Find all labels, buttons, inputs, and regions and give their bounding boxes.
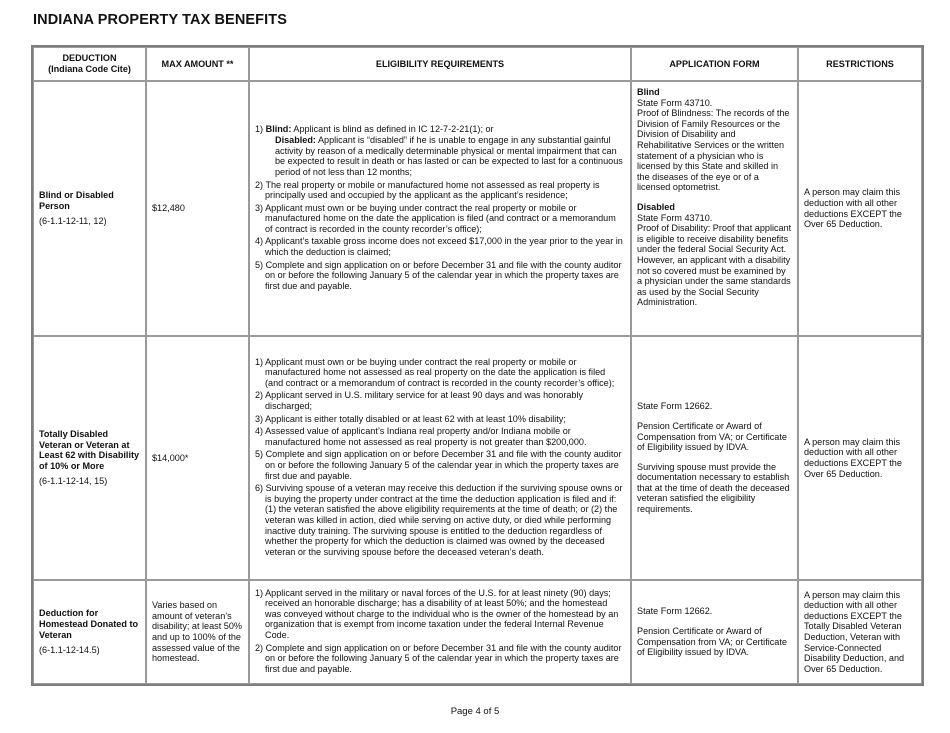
restrictions-cell: A person may claim this deduction with all other deductions EXCEPT the Over 65 Deduction. bbox=[798, 81, 922, 336]
application-form-cell bbox=[631, 81, 798, 336]
deduction-name: Totally Disabled Veteran or Veteran at Least 62 with Disability of 10% or More bbox=[39, 429, 140, 471]
form-proof-text: Pension Certificate or Award of Compensation from VA; or Certificate of Eligibility issued by IDVA. bbox=[637, 625, 787, 658]
subitem-text: Applicant is “disabled” if he is unable to engage in any substantial gainful activity by reason of a medically determinable physical or mental impairment that can be expected to result in death or has lasted or can be expected to last for a continuous period of not less than 12 months; bbox=[275, 135, 623, 177]
max-amount-cell: Varies based on amount of veteran’s disability; at least 50% and up to 100% of the assessed value of the homestead. bbox=[146, 580, 249, 684]
form-number: State Form 12662. bbox=[637, 606, 713, 617]
header-deduction-label: DEDUCTION bbox=[62, 53, 117, 64]
deduction-name: Blind or Disabled Person bbox=[39, 190, 114, 211]
restrictions-cell: A person may claim this deduction with all other deductions EXCEPT the Over 65 Deduction. bbox=[798, 336, 922, 580]
deduction-cell bbox=[33, 580, 146, 684]
table-row bbox=[33, 81, 922, 336]
form-heading: Disabled bbox=[637, 201, 675, 212]
item-text: Applicant is blind as defined in IC 12-7-2-21(1); or bbox=[291, 123, 494, 134]
max-amount-cell: $12,480 bbox=[146, 81, 249, 336]
form-proof-text: Proof of Blindness: The records of the Division of Family Resources or the Division of Disability and Rehabilitative Services or the written statement of a physician who is licensed by this State and skilled in the diseases of the eye or of a licensed optometrist. bbox=[637, 108, 790, 193]
eligibility-item: 2) Applicant served in U.S. military service for at least 90 days and was honorably discharged; bbox=[255, 390, 584, 412]
form-number: State Form 12662. bbox=[637, 401, 713, 412]
eligibility-item: 4) Applicant’s taxable gross income does not exceed $17,000 in the year prior to the year in which the deduction is claimed; bbox=[255, 236, 623, 258]
eligibility-list bbox=[255, 588, 625, 675]
deduction-cell bbox=[33, 81, 146, 336]
deduction-cite: (6-1.1-12-11, 12) bbox=[39, 216, 107, 227]
eligibility-item: 1) Applicant must own or be buying under contract the real property or mobile or manufactured home not assessed as real property on the date the application is filed (and contract or a memorandum of contract is recorded in the county recorder’s office); bbox=[255, 356, 615, 388]
page-title: INDIANA PROPERTY TAX BENEFITS bbox=[33, 12, 287, 28]
eligibility-item: 1) Applicant served in the military or naval forces of the U.S. for at least ninety (90) days; received an honorable discharge; has a disability of at least 50%; and the homestead was conveyed without charge to the individual who is the owner of the homestead by an organization that is exempt from income taxation under the federal Internal Revenue Code. bbox=[255, 587, 619, 640]
eligibility-item bbox=[255, 124, 625, 178]
header-deduction bbox=[33, 47, 146, 81]
eligibility-item: 3) Applicant is either totally disabled or at least 62 with at least 10% disability; bbox=[255, 413, 566, 424]
deduction-cite: (6-1.1-12-14.5) bbox=[39, 645, 100, 656]
table-row bbox=[33, 580, 922, 684]
page-number: Page 4 of 5 bbox=[450, 706, 500, 717]
header-deduction-cite-label: (Indiana Code Cite) bbox=[48, 64, 131, 74]
eligibility-item: 4) Assessed value of applicant’s Indiana real property and/or Indiana mobile or manufactured home not assessed as real property is not greater than $200,000. bbox=[255, 426, 587, 447]
eligibility-cell bbox=[249, 336, 631, 580]
max-amount-cell: $14,000* bbox=[146, 336, 249, 580]
header-max-amount: MAX AMOUNT ** bbox=[146, 47, 249, 81]
eligibility-item: 2) Complete and sign application on or before December 31 and file with the county auditor on or before the following January 5 of the calendar year in which the property taxes are first due and payable. bbox=[255, 642, 622, 674]
table-row bbox=[33, 336, 922, 580]
eligibility-item: 5) Complete and sign application on or before December 31 and file with the county auditor on or before the following January 5 of the calendar year in which the property taxes are first due and payable. bbox=[255, 259, 622, 291]
form-number: State Form 43710. bbox=[637, 212, 713, 223]
form-block-disabled bbox=[637, 202, 792, 308]
table-header-row bbox=[33, 47, 922, 81]
eligibility-item: 2) The real property or mobile or manufactured home not assessed as real property is principally used and occupied by the applicant as the applicant’s residence; bbox=[255, 179, 600, 201]
item-number: 1) bbox=[255, 123, 266, 134]
form-proof-text: Proof of Disability: Proof that applicant is eligible to receive disability benefits under the federal Social Security Act. However, an applicant with a disability not so covered must be examined by a physician under the same standards as used by the Social Security Administration. bbox=[637, 223, 792, 308]
deduction-name: Deduction for Homestead Donated to Veteran bbox=[39, 608, 139, 640]
eligibility-item: 6) Surviving spouse of a veteran may receive this deduction if the surviving spouse owns or is buying the property under contract at the time the deduction application is filed and if: (1) the veteran satisfied the above eligibility requirements at the time of death; or (2) the veteran was killed in action, died while serving on active duty, or died while performing inactive duty training. The surviving spouse is entitled to the deduction regardless of whether the property for which the deduction is claimed was owned by the deceased veteran or the surviving spouse before the deceased veteran’s death. bbox=[255, 483, 623, 557]
form-heading: Blind bbox=[637, 87, 660, 97]
deduction-cell bbox=[33, 336, 146, 580]
eligibility-subitem bbox=[265, 135, 625, 177]
eligibility-list bbox=[255, 357, 625, 558]
form-block-blind bbox=[637, 87, 792, 193]
eligibility-cell bbox=[249, 81, 631, 336]
restrictions-cell: A person may claim this deduction with all other deductions EXCEPT the Totally Disabled Veteran Deduction, Veteran with Service-Connected Disability Deduction, and Over 65 Deduction. bbox=[798, 580, 922, 684]
form-proof-text: Pension Certificate or Award of Compensation from VA; or Certificate of Eligibility issued by IDVA. bbox=[637, 420, 787, 453]
eligibility-item: 5) Complete and sign application on or before December 31 and file with the county auditor on or before the following January 5 of the calendar year in which the property taxes are first due and payable. bbox=[255, 449, 622, 481]
header-application-form: APPLICATION FORM bbox=[631, 47, 798, 81]
form-number: State Form 43710. bbox=[637, 97, 713, 108]
application-form-cell bbox=[631, 580, 798, 684]
property-tax-benefits-table bbox=[31, 45, 924, 686]
eligibility-list bbox=[255, 124, 625, 292]
form-spouse-text: Surviving spouse must provide the documentation necessary to establish that at the time of death the deceased veteran satisfied the eligibility requirements. bbox=[637, 461, 790, 515]
application-form-cell bbox=[631, 336, 798, 580]
header-eligibility: ELIGIBILITY REQUIREMENTS bbox=[249, 47, 631, 81]
header-restrictions: RESTRICTIONS bbox=[798, 47, 922, 81]
eligibility-cell bbox=[249, 580, 631, 684]
deduction-cite: (6-1.1-12-14, 15) bbox=[39, 476, 108, 487]
item-bold-label: Blind: bbox=[265, 123, 292, 134]
eligibility-item: 3) Applicant must own or be buying under contract the real property or mobile or manufactured home on the date the application is filed (and contract or a memorandum of contract is recorded in the county recorder’s office); bbox=[255, 202, 616, 234]
subitem-bold-label: Disabled: bbox=[275, 135, 316, 146]
